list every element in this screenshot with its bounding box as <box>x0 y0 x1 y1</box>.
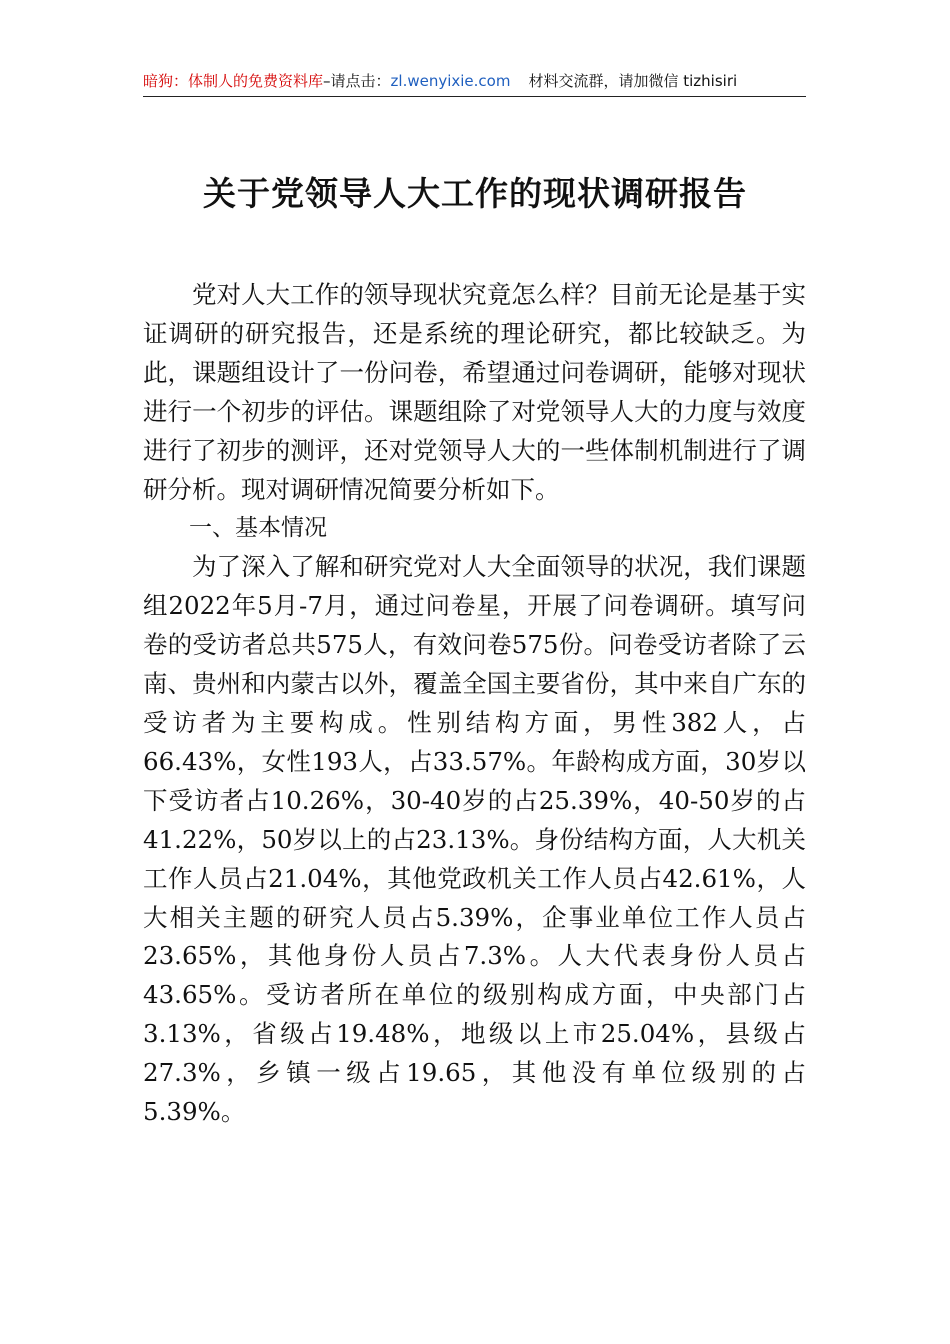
header-contact: 材料交流群，请加微信 tizhisiri <box>528 72 738 90</box>
header-prompt: –请点击： <box>323 72 391 90</box>
intro-paragraph: 党对人大工作的领导现状究竟怎么样？目前无论是基于实证调研的研究报告，还是系统的理论研究，都比较缺乏。为此，课题组设计了一份问卷，希望通过问卷调研，能够对现状进行一个初步的评估。课题组除了对党领导人大的力度与效度进行了初步的测评，还对党领导人大的一些体制机制进行了调研分析。现对调研情况简要分析如下。 <box>143 280 806 504</box>
section-paragraph: 为了深入了解和研究党对人大全面领导的状况，我们课题组2022年5月-7月，通过问卷星，开展了问卷调研。填写问卷的受访者总共575人，有效问卷575份。问卷受访者除了云南、贵州和内蒙古以外，覆盖全国主要省份，其中来自广东的受访者为主要构成。性别结构方面，男性382人，占66.43%，女性193人，占33.57%。年龄构成方面，30岁以下受访者占10.26%，30-40岁的占25.39%，40-50岁的占41.22%，50岁以上的占23.13%。身份结构方面，人大机关工作人员占21.04%，其他党政机关工作人员占42.61%，人大相关主题的研究人员占5.39%，企事业单位工作人员占23.65%，其他身份人员占7.3%。人大代表身份人员占43.65%。受访者所在单位的级别构成方面，中央部门占3.13%，省级占19.48%，地级以上市25.04%，县级占27.3%，乡镇一级占19.65，其他没有单位级别的占5.39%。 <box>143 552 806 1127</box>
document-title: 关于党领导人大工作的现状调研报告 <box>203 174 747 213</box>
page-header <box>143 70 806 97</box>
header-brand: 暗狗：体制人的免费资料库 <box>143 72 324 90</box>
section-heading: 一、基本情况 <box>189 515 327 542</box>
header-url-link[interactable]: zl.wenyixie.com <box>390 72 511 90</box>
document-body <box>143 276 806 1132</box>
